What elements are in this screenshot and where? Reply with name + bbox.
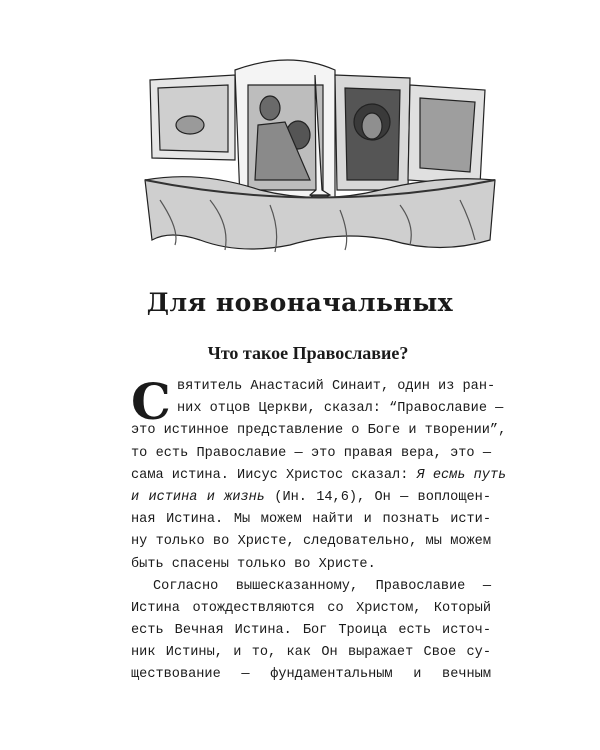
text-line	[131, 487, 491, 509]
text-line: Согласно вышесказанному, Православие —	[153, 578, 491, 594]
body-text	[131, 372, 507, 687]
text-line: ная Истина. Мы можем найти и познать исти-	[131, 512, 491, 528]
text-segment: (Ин. 14,6), Он — воплощен-	[274, 489, 491, 505]
text-line: ществование — фундаментальным и вечным	[131, 667, 491, 683]
italic-quote: и истина и жизнь	[131, 489, 265, 505]
text-line: Истина отождествляются со Христом, Который	[131, 600, 491, 616]
page-title: Для новоначальных	[146, 288, 454, 317]
icons-illustration	[140, 40, 500, 255]
text-line: них отцов Церкви, сказал: “Православие —	[177, 401, 504, 417]
drop-cap: С	[131, 372, 171, 431]
text-line: то есть Православие — это правая вера, это —	[131, 445, 491, 461]
section-subtitle: Что такое Православие?	[207, 343, 409, 363]
text-line: это истинное представление о Боге и творении”,	[131, 423, 507, 439]
text-line: ник Истины, и то, как Он выражает Свое су-	[131, 645, 491, 661]
text-line	[131, 465, 507, 487]
text-line: есть Вечная Истина. Бог Троица есть источ-	[131, 623, 491, 639]
text-line: вятитель Анастасий Синаит, один из ран-	[177, 379, 496, 394]
text-line: ну только во Христе, следовательно, мы можем	[131, 534, 491, 550]
italic-quote: Я есмь путь	[416, 467, 507, 483]
text-segment: сама истина. Иисус Христос сказал:	[131, 467, 409, 483]
text-line: быть спасены только во Христе.	[131, 556, 376, 572]
